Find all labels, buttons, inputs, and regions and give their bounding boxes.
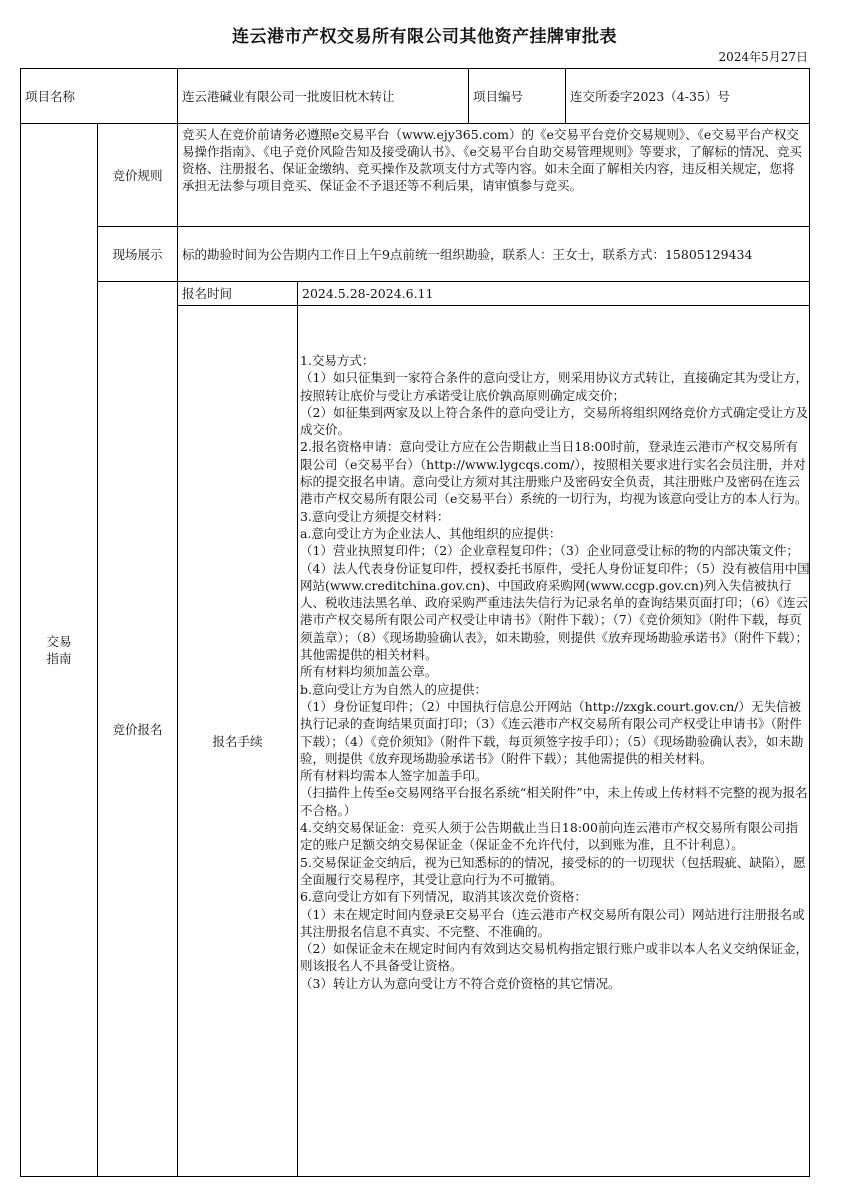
- project-name-value: 连云港碱业有限公司一批废旧枕木转让: [177, 68, 469, 124]
- procedure-line: 2.报名资格申请：意向受让方应在公告期截止当日18:00时前，登录连云港市产权交易所有限公司（e交易平台）（http://www.lygcqs.com/），按照相关要求进行实名会员注册，并对标的提交报名申请。意向受让方须对其注册账户及密码安全负责，其注册账户及密码在连云港市产权交易所有限公司（e交易平台）系统的一切行为，均视为该意向受让方的本人行为。: [300, 439, 808, 507]
- reg-time-label: 报名时间: [177, 281, 298, 306]
- reg-time-value: 2024.5.28-2024.6.11: [297, 281, 810, 306]
- procedure-line: 3.意向受让方须提交材料：: [300, 508, 450, 524]
- procedure-line: b.意向受让方为自然人的应提供：: [300, 681, 487, 697]
- procedure-line: （1）身份证复印件；（2）中国执行信息公开网站（http://zxgk.court.gov.cn/）无失信被执行记录的查询结果页面打印；（3）《连云港市产权交易所有限公司产权受让申请书》（附件下载）；（4）《竞价须知》（附件下载，每页须签字按手印）；（5）《现场勘验确认表》，如未勘验，则提供《放弃现场勘验承诺书》（附件下载）；其他需提供的相关材料。: [300, 698, 804, 766]
- project-no-value: 连交所委字2023（4-35）号: [565, 68, 810, 124]
- procedure-line: 所有材料均需本人签字加盖手印。: [300, 768, 488, 784]
- procedure-line: a.意向受让方为企业法人、其他组织的应提供：: [300, 525, 562, 541]
- project-no-label: 项目编号: [468, 68, 566, 124]
- procedure-line: 5.交易保证金交纳后，视为已知悉标的的情况，接受标的的一切现状（包括瑕疵、缺陷），愿全面履行交易程序，其受让意向行为不可撤销。: [300, 854, 806, 887]
- document-date: 2024年5月27日: [718, 50, 808, 64]
- procedure-line: （1）未在规定时间内登录E交易平台（连云港市产权交易所有限公司）网站进行注册报名或其注册报名信息不真实、不完整、不准确的。: [300, 906, 805, 939]
- procedure-line: 所有材料均须加盖公章。: [300, 664, 438, 680]
- procedure-line: （2）如保证金未在规定时间内有效到达交易机构指定银行账户或非以本人名义交纳保证金，则该报名人不具备受让资格。: [300, 941, 808, 974]
- procedure-label: 报名手续: [177, 305, 298, 1177]
- rules-text: 竞买人在竞价前请务必遵照e交易平台（www.ejy365.com）的《e交易平台竞价交易规则》、《e交易平台产权交易操作指南》、《电子竞价风险告知及接受确认书》、《e交易平台自助交易管理规则》等要求，了解标的情况、竞买资格、注册报名、保证金缴纳、竞买操作及款项支付方式等内容。如未全面了解相关内容，违反相关规定，您将承担无法参与项目竞买、保证金不予退还等不利后果，请审慎参与竞买。: [177, 123, 810, 227]
- procedure-line: （1）如只征集到一家符合条件的意向受让方，则采用协议方式转让，直接确定其为受让方，按照转让底价与受让方承诺受让底价孰高原则确定成交价；: [300, 370, 808, 403]
- procedure-line: （扫描件上传至e交易网络平台报名系统“相关附件”中，未上传或上传材料不完整的视为报名不合格。）: [300, 785, 808, 818]
- site-text: 标的勘验时间为公告期内工作日上午9点前统一组织勘验，联系人：王女士，联系方式：15805129434: [177, 226, 810, 282]
- procedure-text: [298, 352, 810, 992]
- procedure-line: 1.交易方式：: [300, 353, 375, 368]
- procedure-line: （3）转让方认为意向受让方不符合竞价资格的其它情况。: [300, 975, 621, 991]
- document-title: 连云港市产权交易所有限公司其他资产挂牌审批表: [232, 27, 617, 47]
- rules-label: 竞价规则: [97, 123, 178, 227]
- site-label: 现场展示: [97, 226, 178, 282]
- project-name-label: 项目名称: [20, 68, 178, 124]
- section-trade-guide: 交易 指南: [20, 123, 98, 1177]
- procedure-line: （2）如征集到两家及以上符合条件的意向受让方，交易所将组织网络竞价方式确定受让方及成交价。: [300, 404, 808, 438]
- bid-label: 竞价报名: [97, 281, 178, 1177]
- procedure-line: 6.意向受让方如有下列情况，取消其该次竞价资格：: [300, 889, 587, 905]
- procedure-line: 4.交纳交易保证金：竞买人须于公告期截止当日18:00前向连云港市产权交易所有限公司指定的账户足额交纳交易保证金（保证金不允许代付，以到账为准，且不计利息）。: [300, 820, 798, 853]
- procedure-line: （1）营业执照复印件；（2）企业章程复印件；（3）企业同意受让标的物的内部决策文件；（4）法人代表身份证复印件，授权委托书原件，受托人身份证复印件；（5）没有被信用中国网站(www.creditchina.gov.cn)、中国政府采购网(www.ccgp.gov.cn)列入失信被执行人、税收违法黑名单、政府采购严重违法失信行为记录名单的查询结果页面打印；（6）《连云港市产权交易所有限公司产权受让申请书》（附件下载）；（7）《竞价须知》（附件下载，每页须盖章）；（8）《现场勘验确认表》，如未勘验，则提供《放弃现场勘验承诺书》（附件下载）；其他需提供的相关材料。: [300, 543, 810, 663]
